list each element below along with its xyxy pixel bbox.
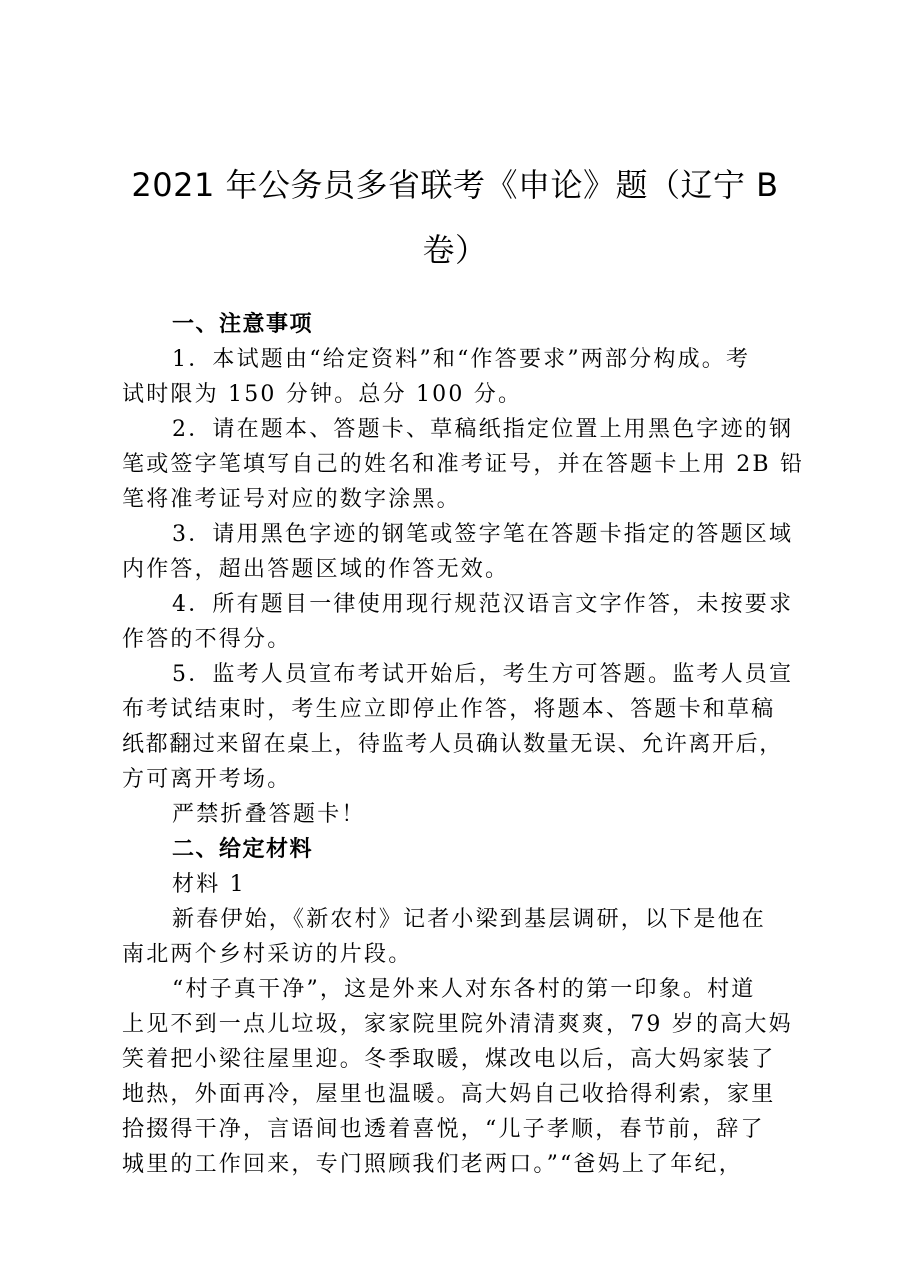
paragraph-line: 4．所有题目一律使用现行规范汉语言文字作答，未按要求 bbox=[172, 592, 794, 617]
paragraph-line: “村子真干净”，这是外来人对东各村的第一印象。村道 bbox=[172, 977, 756, 1002]
material-label: 材料 1 bbox=[172, 872, 246, 897]
paragraph-line: 试时限为 150 分钟。总分 100 分。 bbox=[122, 382, 523, 407]
paragraph-line: 新春伊始，《新农村》记者小梁到基层调研，以下是他在 bbox=[172, 907, 767, 932]
paragraph-line: 1．本试题由“给定资料”和“作答要求”两部分构成。考 bbox=[172, 347, 751, 372]
paragraph-line: 3．请用黑色字迹的钢笔或签字笔在答题卡指定的答题区域 bbox=[172, 522, 794, 547]
paragraph-line: 笔或签字笔填写自己的姓名和准考证号，并在答题卡上用 2B 铅 bbox=[122, 452, 805, 477]
paragraph-line: 5．监考人员宣布考试开始后，考生方可答题。监考人员宣 bbox=[172, 662, 794, 687]
paragraph-line: 严禁折叠答题卡！ bbox=[172, 802, 366, 827]
document-title-line-1: 2021 年公务员多省联考《申论》题（辽宁 B bbox=[131, 166, 779, 204]
paragraph-line: 地热，外面再冷，屋里也温暖。高大妈自己收拾得利索，家里 bbox=[122, 1082, 776, 1107]
section-heading-notes: 一、注意事项 bbox=[172, 312, 314, 337]
paragraph-line: 纸都翻过来留在桌上，待监考人员确认数量无误、允许离开后， bbox=[122, 732, 783, 757]
paragraph-line: 内作答，超出答题区域的作答无效。 bbox=[122, 557, 510, 582]
paragraph-line: 上见不到一点儿垃圾，家家院里院外清清爽爽，79 岁的高大妈 bbox=[122, 1012, 793, 1037]
paragraph-line: 方可离开考场。 bbox=[122, 767, 292, 792]
paragraph-line: 笔将准考证号对应的数字涂黑。 bbox=[122, 487, 461, 512]
paragraph-line: 笑着把小梁往屋里迎。冬季取暖，煤改电以后，高大妈家装了 bbox=[122, 1047, 776, 1072]
paragraph-line: 拾掇得干净，言语间也透着喜悦，“儿子孝顺，春节前，辞了 bbox=[122, 1117, 765, 1142]
paragraph-line: 城里的工作回来，专门照顾我们老两口。”“爸妈上了年纪， bbox=[122, 1152, 743, 1177]
paragraph-line: 2．请在题本、答题卡、草稿纸指定位置上用黑色字迹的钢 bbox=[172, 417, 794, 442]
section-heading-materials: 二、给定材料 bbox=[172, 837, 314, 862]
paragraph-line: 作答的不得分。 bbox=[122, 627, 292, 652]
paragraph-line: 南北两个乡村采访的片段。 bbox=[122, 942, 413, 967]
document-title-line-2: 卷） bbox=[422, 231, 488, 269]
paragraph-line: 布考试结束时，考生应立即停止作答，将题本、答题卡和草稿 bbox=[122, 697, 776, 722]
